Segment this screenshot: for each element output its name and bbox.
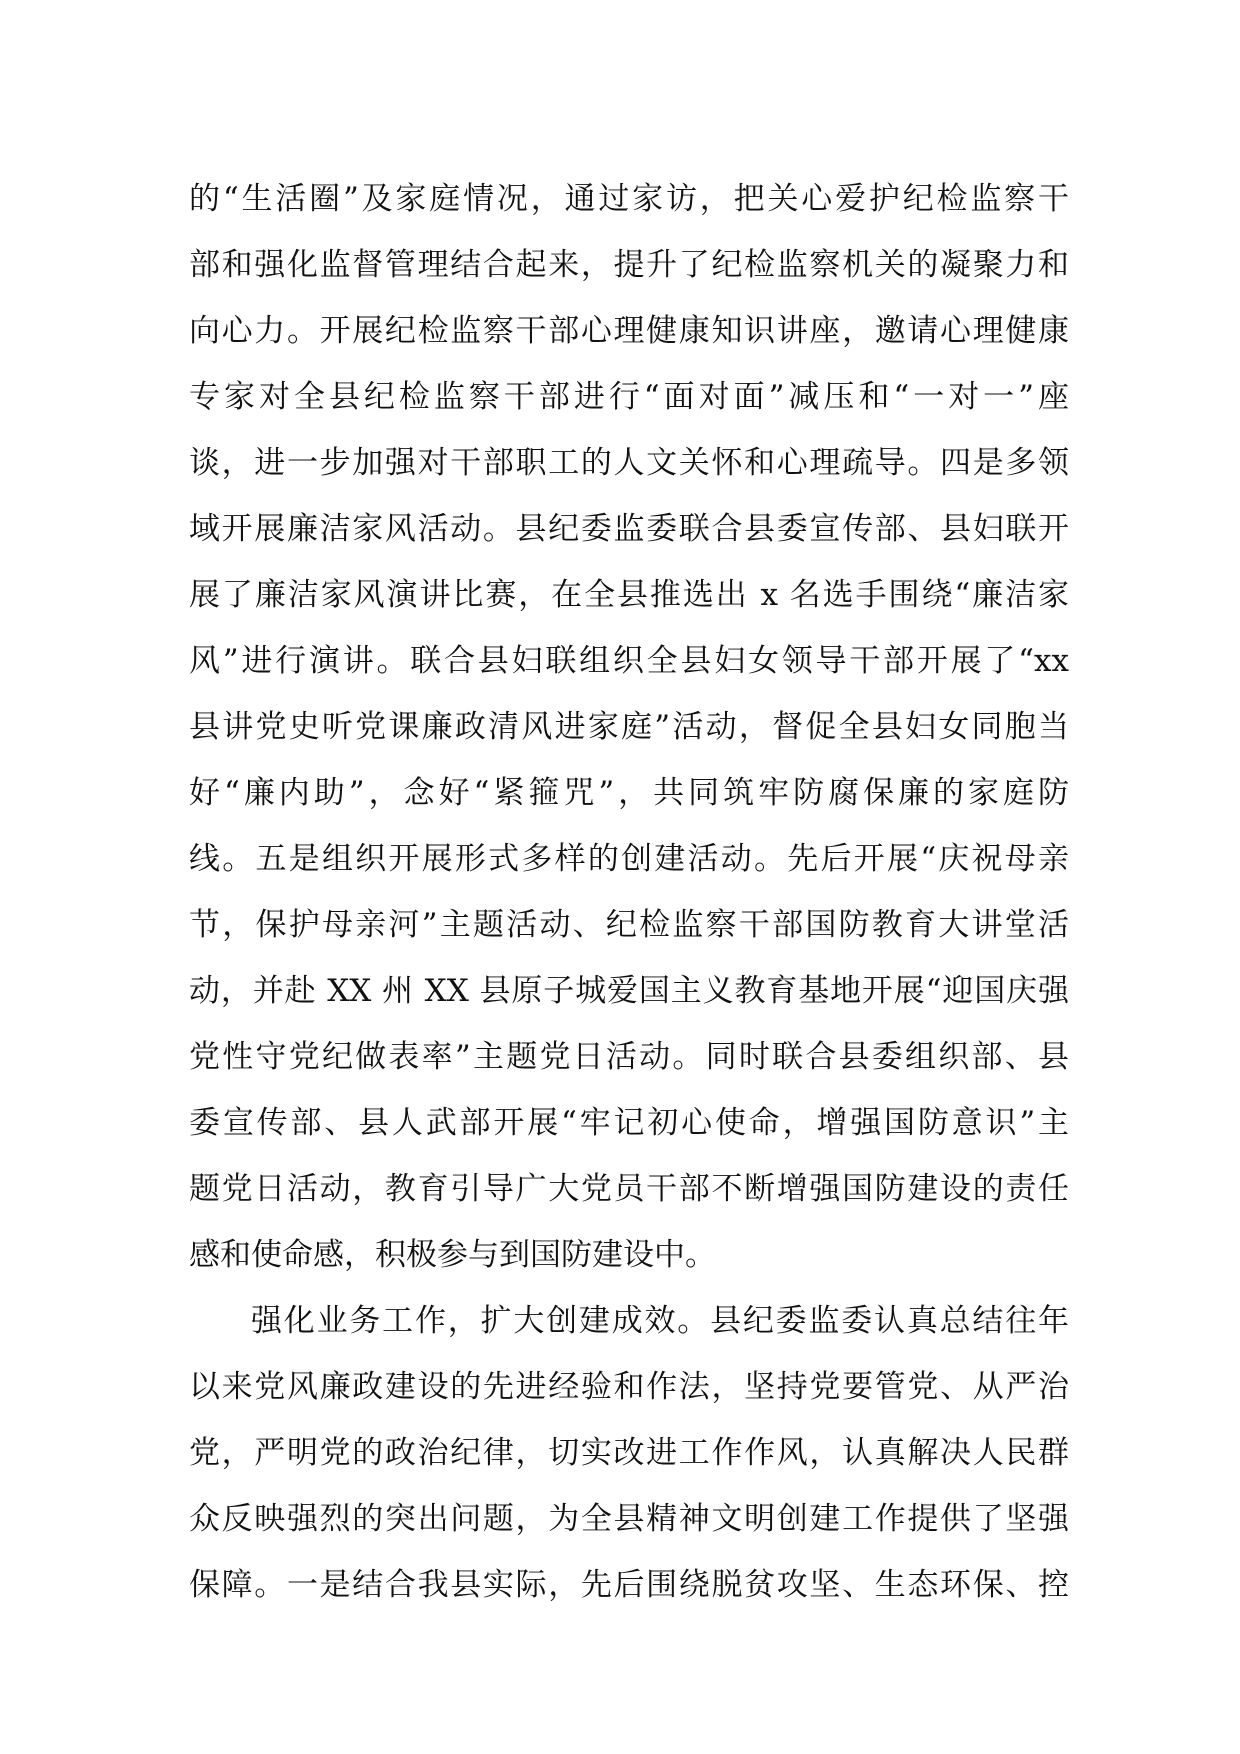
text-line: 以来党风廉政建设的先进经验和作法，坚持党要管党、从严治 (189, 1369, 1069, 1405)
text-line: 线。五是组织开展形式多样的创建活动。先后开展“庆祝母亲 (189, 841, 1069, 877)
text-line: 党性守党纪做表率”主题党日活动。同时联合县委组织部、县 (189, 1039, 1069, 1075)
text-line: 风”进行演讲。联合县妇联组织全县妇女领导干部开展了“xx (189, 643, 1069, 679)
text-line: 党，严明党的政治纪律，切实改进工作作风，认真解决人民群 (189, 1435, 1069, 1471)
text-line: 的“生活圈”及家庭情况，通过家访，把关心爱护纪检监察干 (189, 181, 1069, 217)
text-line: 节，保护母亲河”主题活动、纪检监察干部国防教育大讲堂活 (189, 907, 1069, 943)
text-line: 谈，进一步加强对干部职工的人文关怀和心理疏导。四是多领 (189, 445, 1069, 481)
paragraph-2 (189, 1288, 1069, 1618)
text-line: 向心力。开展纪检监察干部心理健康知识讲座，邀请心理健康 (189, 313, 1069, 349)
text-line: 好“廉内助”，念好“紧箍咒”，共同筑牢防腐保廉的家庭防 (189, 775, 1069, 811)
text-line: 保障。一是结合我县实际，先后围绕脱贫攻坚、生态环保、控 (189, 1567, 1069, 1603)
text-line: 感和使命感，积极参与到国防建设中。 (189, 1237, 716, 1273)
text-line: 专家对全县纪检监察干部进行“面对面”减压和“一对一”座 (189, 379, 1069, 415)
text-line: 众反映强烈的突出问题，为全县精神文明创建工作提供了坚强 (189, 1501, 1069, 1537)
text-line: 题党日活动，教育引导广大党员干部不断增强国防建设的责任 (189, 1171, 1069, 1207)
text-line: 部和强化监督管理结合起来，提升了纪检监察机关的凝聚力和 (189, 247, 1069, 283)
body-text (189, 166, 1069, 1618)
text-line: 委宣传部、县人武部开展“牢记初心使命，增强国防意识”主 (189, 1105, 1069, 1141)
text-line: 域开展廉洁家风活动。县纪委监委联合县委宣传部、县妇联开 (189, 511, 1069, 547)
text-line: 动，并赴 XX 州 XX 县原子城爱国主义教育基地开展“迎国庆强 (189, 973, 1069, 1009)
text-line: 展了廉洁家风演讲比赛，在全县推选出 x 名选手围绕“廉洁家 (189, 577, 1069, 613)
text-line: 强化业务工作，扩大创建成效。县纪委监委认真总结往年 (251, 1303, 1069, 1339)
paragraph-1 (189, 166, 1069, 1288)
text-line: 县讲党史听党课廉政清风进家庭”活动，督促全县妇女同胞当 (189, 709, 1069, 745)
